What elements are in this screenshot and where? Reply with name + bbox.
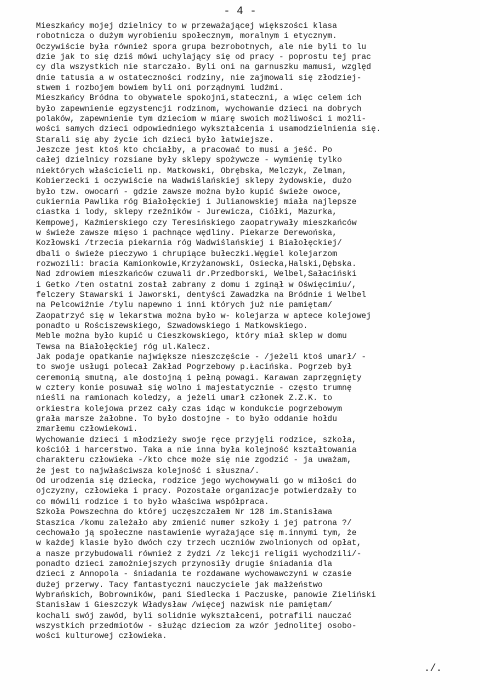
text-line: a nasze przybudowali również z żydzi /z lekcji religii wychodzili/- [36,549,362,559]
text-line: Oczywiście była również spora grupa bezrobotnych, ale nie byli to lu [36,42,367,52]
text-line: wości samych dzieci odpowiedniego wykształcenia i usamodzielnienia się. [36,125,381,135]
text-line: wszystkich przedmiotów - służąc dzieciom za wzór jednolitej osobo- [36,621,357,631]
text-line: Stanisław i Gieszczyk Władysław /więcej nazwisk nie pamiętam/ [36,601,333,611]
text-line: Mieszkańcy Bródna to obywatele spokojni,stateczni, a więc celem ich [36,94,362,104]
text-line: dnie tatusia a w ostateczności rodziny, nie zajmowali się złodziej- [36,73,362,83]
text-line: ojczyzny, człowieka i pracy. Pozostałe organizacje potwierdzały to [36,487,357,497]
text-line: ciastka i lody, sklepy rzeźników - Jurewicza, Ciółki, Mazurka, [36,208,338,218]
text-line: dzie jak to się dziś mówi uchylający się od pracy - poprostu tej prac [36,53,372,63]
text-line: charakteru człowieka -/kto chce może się nie zgodzić - ja uważam, [36,456,352,466]
text-line: Wychowanie dzieci i młodzieży swoje ręce przyjęli rodzice, szkoła, [36,435,357,445]
text-line: grała marsze żałobne. To było dostojne - to było oddanie hołdu [36,415,338,425]
end-mark: ./. [424,664,443,675]
text-line: zmarłemu człowiekowi. [36,425,138,435]
text-line: Staszica /komu zależało aby zmienić numer szkoły i jej patrona ?/ [36,518,352,528]
text-line: Kempowej, Kaźmierskiego czy Teresińskiego zaopatrywały mieszkańców [36,218,357,228]
text-line: wości kulturowej człowieka. [36,632,168,642]
text-line: ceremonią smutną, ale dostojną i pełną powagi. Karawan zaprzęgnięty [36,373,362,383]
text-line: kościół i harcerstwo. Taka a nie inna była kolejność kształtowania [36,446,357,456]
text-line: Kobierzecki i oczywiście na Wadwiślańskiej sklepy żydowskie, dużo [36,177,352,187]
text-line: niektórych właścicieli np. Matkowski, Obrębska, Melczyk, Zelman, [36,166,347,176]
text-line: cy dla wszystkich nie starczało. Byli oni na garnuszku mamusi, względ [36,63,372,73]
text-line: Od urodzenia się dziecka, rodzice jego wychowywali go w miłości do [36,477,357,487]
text-line: Szkoła Powszechna do której uczęszczałem Nr 128 im.Stanisława [36,508,333,518]
text-line: to swoje usługi polecał Zakład Pogrzebowy p.Łacińska. Pogrzeb był [36,363,352,373]
body-text [36,22,468,643]
text-line: że jest to najwłaściwsza kolejność i słuszna/. [36,466,260,476]
text-line: cukiernia Pawlika róg Białołęckiej i Julianowskiej miała najlepsze [36,197,357,207]
text-line: polaków, zapewnienie tym dzieciom w miarę swoich możliwości i możli- [36,115,367,125]
text-line: Wybrańskich, Bobrowników, pani Siedlecka i Paczuske, panowie Zieliński [36,590,376,600]
text-line: Jeszcze jest ktoś kto chciałby, a pracować to musi a jeść. Po [36,146,333,156]
text-line: było zapewnienie egzystencji rodzinom, wychowanie dzieci na dobrych [36,104,362,114]
text-line: było tzw. owocarń - gdzie zawsze można było kupić świeże owoce, [36,187,342,197]
text-line: w cztery konie posuwał się wolno i majestatycznie - często trumnę [36,384,352,394]
text-line: orkiestra kolejowa przez cały czas idąc w kondukcie pogrzebowym [36,404,342,414]
text-line: cechowało ją społeczne nastawienie wyrażające się m.innymi tym, że [36,528,357,538]
text-line: felczery Stawarski i Jaworski, dentyści Zawadzka na Bródnie i Welbel [36,290,367,300]
text-line: dużej przerwy. Tacy fantastyczni nauczyciele jak małżeństwo [36,580,323,590]
text-line: ponadto u Rościszewskiego, Szwadowskiego i Matkowskiego. [36,321,308,331]
text-line: w świeże zawsze mięso i pachnące wędliny. Piekarze Derewońska, [36,228,338,238]
text-line: ponadto dzieci zamożniejszych przynosiły drugie śniadania dla [36,559,333,569]
text-line: robotnicza o dużym wyrobieniu społecznym, moralnym i etycznym. [36,32,338,42]
text-line: kochali swój zawód, byli solidnie wykształceni, potrafili nauczać [36,611,352,621]
text-line: i Getko /ten ostatni został zabrany z domu i zginął w Oświęcimiu/, [36,280,357,290]
text-line: rozwozili: bracia Kamionkowie,Krzyżanowski, Osiecka,Halski,Dębska. [36,259,357,269]
text-line: nieśli na ramionach koledzy, a jeżeli umarł członek Z.Z.K. to [36,394,333,404]
text-line: Kozłowski /trzecia piekarnia róg Wadwiślańskiej i Białołęckiej/ [36,239,342,249]
text-line: całej dzielnicy rozsiane były sklepy spożywcze - wymienię tylko [36,156,342,166]
text-line: Jak podaje opatkanie największe nieszczęście - /jeżeli ktoś umarł/ - [36,353,367,362]
text-line: Tewsa na Białołęckiej róg ul.Kalecz. [36,342,211,352]
text-line: Meble można było kupić u Cieszkowskiego, który miał sklep w domu [36,332,347,342]
text-line: co mówili rodzice i to było właściwa współpraca. [36,497,270,507]
text-line: na Pelcowiźnie /tylu napewno i inni których już nie pamiętam/ [36,301,333,311]
text-line: stwem i rozbojem bowiem byli oni porządnymi ludźmi. [36,84,284,94]
page-number: - 4 - [223,6,257,18]
text-line: dbali o świeże pieczywo i chrupiące bułeczki.Węgiel kolejarzom [36,249,338,259]
text-line: Zaopatrzyć się w lekarstwa można było w- kolejarza w aptece kolejowej [36,311,372,321]
text-line: Starali się aby życie ich dzieci było łatwiejsze. [36,135,274,145]
text-line: dzieci z Annopola - śniadania te rozdawane wychowawczyni w czasie [36,570,352,580]
text-line: Mieszkańcy mojej dzielnicy to w przeważającej większości klasa [36,22,338,31]
text-line: w każdej klasie było dwóch czy trzech uczniów zwolnionych od opłat, [36,539,362,549]
text-line: Nad zdrowiem mieszkańców czuwali dr.Przedborski, Welbel,Sałaciński [36,270,357,280]
